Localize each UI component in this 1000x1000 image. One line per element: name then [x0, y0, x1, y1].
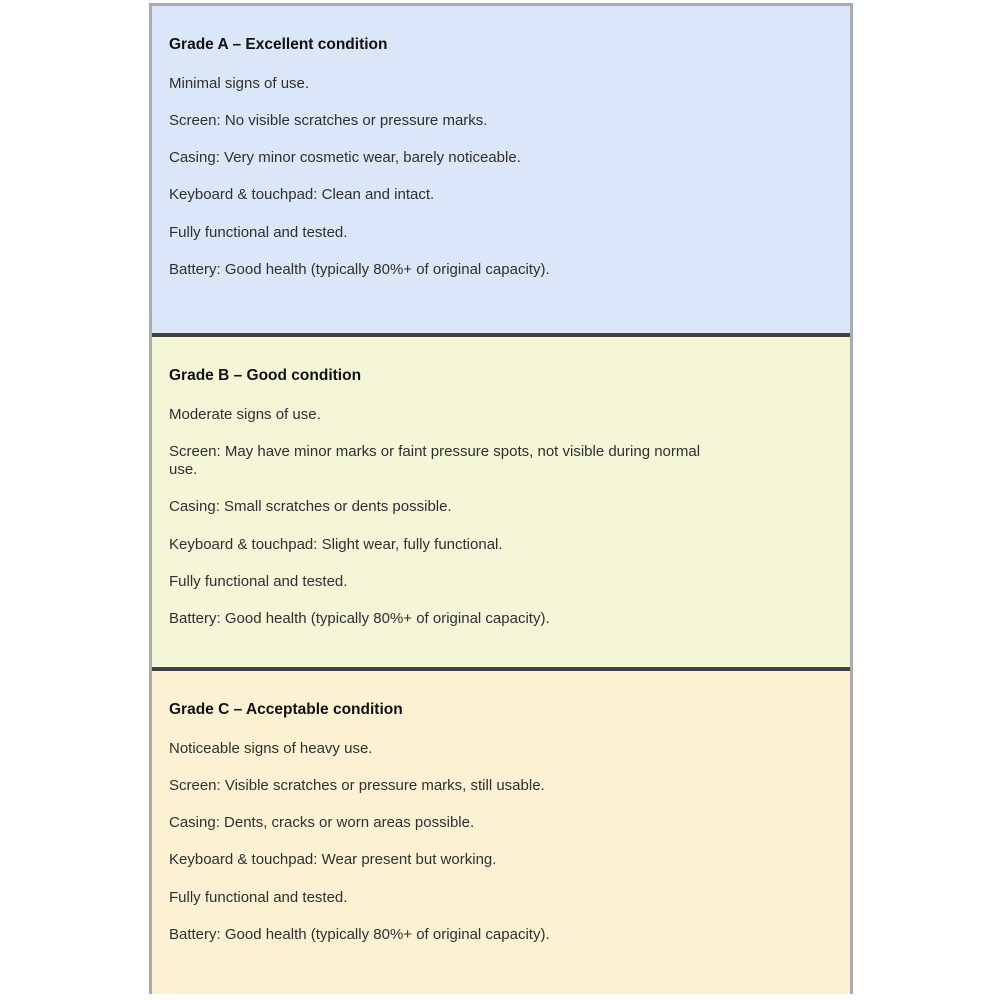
grade-a-section [152, 6, 850, 333]
grade-a-item-screen: Screen: No visible scratches or pressure marks. [169, 111, 488, 129]
grade-c-section [152, 671, 850, 994]
document-page [149, 3, 853, 994]
grade-a-title: Grade A – Excellent condition [169, 36, 388, 53]
grade-b-item-keyboard: Keyboard & touchpad: Slight wear, fully functional. [169, 535, 503, 553]
grade-c-item-keyboard: Keyboard & touchpad: Wear present but working. [169, 851, 497, 869]
grade-c-title: Grade C – Acceptable condition [169, 701, 403, 718]
grade-b-item-summary: Moderate signs of use. [169, 405, 321, 423]
grade-b-title: Grade B – Good condition [169, 367, 362, 384]
grade-c-item-casing: Casing: Dents, cracks or worn areas possible. [169, 814, 475, 832]
grade-b-item-screen: Screen: May have minor marks or faint pressure spots, not visible during normal use. [169, 442, 701, 479]
grade-c-item-functional: Fully functional and tested. [169, 888, 348, 906]
grade-a-item-functional: Fully functional and tested. [169, 223, 348, 241]
grade-b-item-functional: Fully functional and tested. [169, 573, 348, 591]
grade-a-item-summary: Minimal signs of use. [169, 74, 310, 92]
grade-b-item-battery: Battery: Good health (typically 80%+ of original capacity). [169, 610, 550, 628]
grade-c-item-screen: Screen: Visible scratches or pressure marks, still usable. [169, 776, 545, 794]
grade-c-item-summary: Noticeable signs of heavy use. [169, 739, 373, 757]
grade-c-item-battery: Battery: Good health (typically 80%+ of original capacity). [169, 926, 550, 944]
grade-a-item-casing: Casing: Very minor cosmetic wear, barely noticeable. [169, 149, 521, 167]
grade-b-section [152, 337, 850, 667]
grade-a-item-keyboard: Keyboard & touchpad: Clean and intact. [169, 186, 435, 204]
grade-b-item-casing: Casing: Small scratches or dents possible. [169, 498, 452, 516]
grade-a-item-battery: Battery: Good health (typically 80%+ of original capacity). [169, 261, 550, 279]
